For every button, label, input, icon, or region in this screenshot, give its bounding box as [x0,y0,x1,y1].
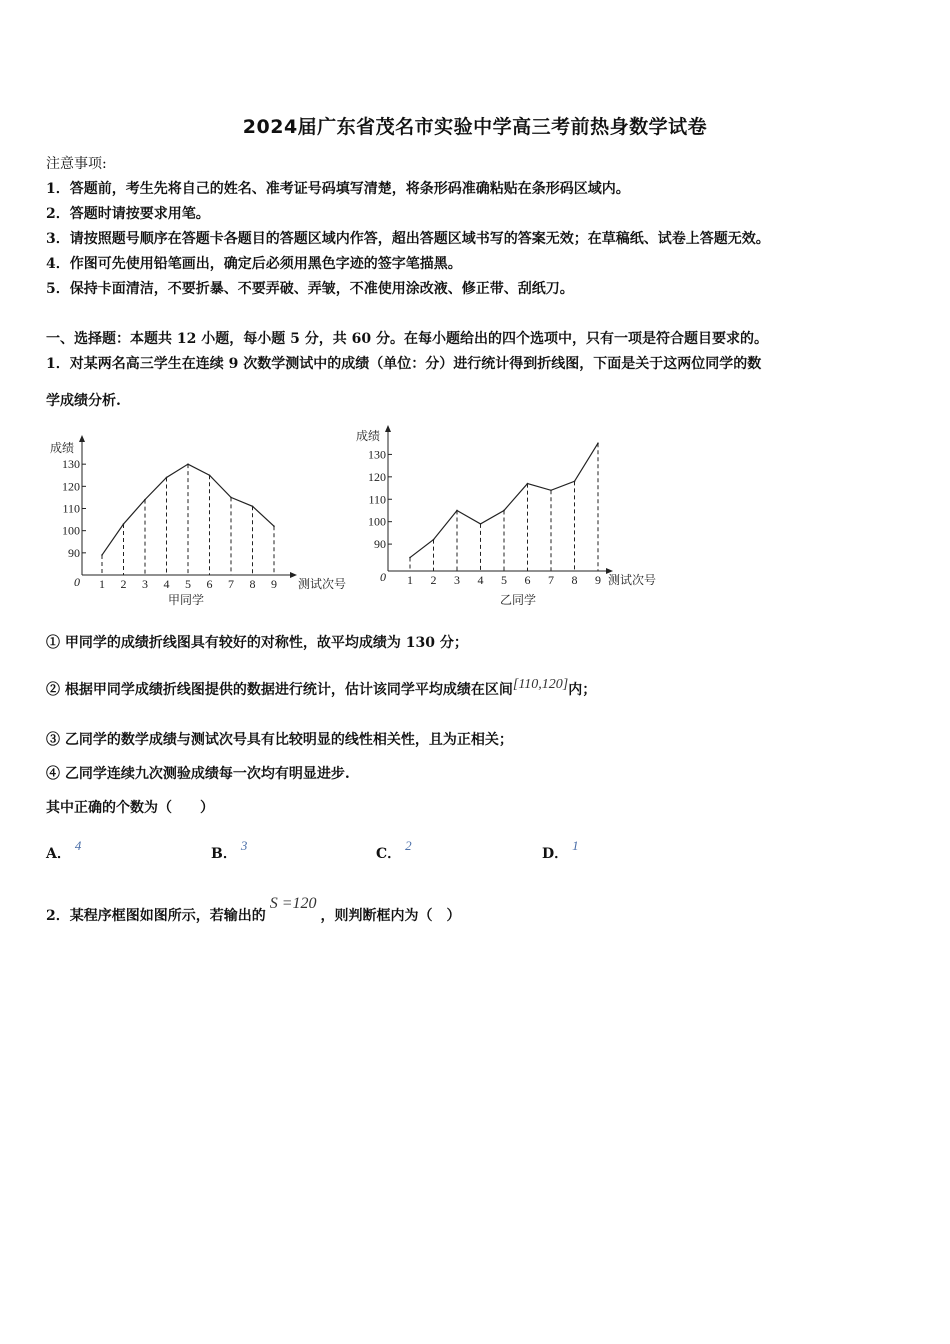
x-tick-label: 2 [120,577,127,591]
x-tick-label: 6 [206,577,213,591]
notice-item: 4．作图可先使用铅笔画出，确定后必须用黑色字迹的签字笔描黑。 [46,256,462,272]
y-tick-label: 90 [68,545,80,560]
chart-yi [352,424,682,610]
option-label: C． [376,846,402,862]
y-tick-label: 90 [374,537,386,552]
option-value: 1 [572,838,579,853]
option-a[interactable] [46,838,82,863]
statement-3: ③ 乙同学的数学成绩与测试次号具有比较明显的线性相关性，且为正相关； [46,732,513,748]
x-tick-label: 8 [571,573,578,587]
page-title: 2024届广东省茂名市实验中学高三考前热身数学试卷 [242,116,708,138]
section-heading: 一、选择题：本题共 12 小题，每小题 5 分，共 60 分。在每小题给出的四个选项中，只有一项是符合题目要求的。 [46,331,768,347]
x-tick-label: 7 [228,577,234,591]
x-tick-label: 3 [142,577,148,591]
notice-item: 5．保持卡面清洁，不要折暴、不要弄破、弄皱，不准使用涂改液、修正带、刮纸刀。 [46,281,574,297]
option-label: B． [211,846,237,862]
statement-2-text: ② 根据甲同学成绩折线图提供的数据进行统计，估计该同学平均成绩在区间 [46,682,513,698]
q2-text: 2．某程序框图如图所示，若输出的 [46,908,266,924]
x-tick-label: 5 [501,573,507,587]
y-axis-label: 成绩 [50,441,75,455]
x-tick-label: 7 [548,573,554,587]
x-tick-label: 6 [524,573,531,587]
x-tick-label: 5 [185,577,191,591]
x-axis-arrow [290,572,297,578]
statement-2 [46,679,596,699]
y-tick-label: 110 [62,501,80,516]
statement-4: ④ 乙同学连续九次测验成绩每一次均有明显进步. [46,766,350,782]
origin-label: 0 [380,570,386,584]
x-tick-label: 4 [163,577,170,591]
q1-ask: 其中正确的个数为（ ） [46,800,214,816]
origin-label: 0 [74,575,80,589]
y-axis-arrow [79,435,85,442]
x-tick-label: 4 [477,573,484,587]
q2-math: S =120 [269,895,317,912]
x-tick-label: 2 [430,573,437,587]
option-label: D． [542,846,569,862]
notice-item: 2．答题时请按要求用笔。 [46,206,210,222]
y-tick-label: 100 [62,523,80,538]
x-tick-label: 1 [99,577,105,591]
option-label: A． [46,846,71,862]
chart-title: 乙同学 [500,593,537,607]
x-tick-label: 8 [249,577,256,591]
q2-tail: ，则判断框内为（ ） [320,908,461,924]
y-axis-arrow [385,425,391,432]
y-axis-label: 成绩 [356,429,381,443]
notice-item: 1．答题前，考生先将自己的姓名、准考证号码填写清楚，将条形码准确粘贴在条形码区域内。 [46,181,630,197]
statement-1: ① 甲同学的成绩折线图具有较好的对称性，故平均成绩为 130 分； [46,635,468,651]
x-tick-label: 1 [407,573,413,587]
statement-2-tail: 内； [568,682,597,698]
option-value: 3 [240,838,248,853]
notice-heading: 注意事项: [46,156,107,172]
interval-math: [110,120] [512,677,569,692]
option-value: 2 [405,838,412,853]
y-tick-label: 110 [368,492,386,507]
x-tick-label: 9 [271,577,277,591]
chart-jia [40,430,360,610]
x-tick-label: 3 [454,573,460,587]
x-tick-label: 9 [595,573,601,587]
y-tick-label: 100 [368,514,386,529]
q1-stem-cont: 学成绩分析. [46,393,121,409]
q2-stem [46,895,461,925]
option-b[interactable] [211,838,248,863]
chart-title: 甲同学 [168,593,205,607]
y-tick-label: 120 [62,479,80,494]
y-tick-label: 130 [62,457,80,472]
x-axis-label: 测试次号 [608,573,657,587]
notice-item: 3．请按照题号顺序在答题卡各题目的答题区域内作答，超出答题区域书写的答案无效；在草稿纸、试卷上答题无效。 [46,231,770,247]
y-tick-label: 130 [368,447,386,462]
option-value: 4 [74,838,82,853]
y-tick-label: 120 [368,469,386,484]
x-axis-label: 测试次号 [298,577,347,591]
q1-stem: 1．对某两名高三学生在连续 9 次数学测试中的成绩（单位：分）进行统计得到折线图，下面是关于这两位同学的数 [46,356,762,372]
option-d[interactable] [542,838,579,863]
option-c[interactable] [376,838,412,863]
